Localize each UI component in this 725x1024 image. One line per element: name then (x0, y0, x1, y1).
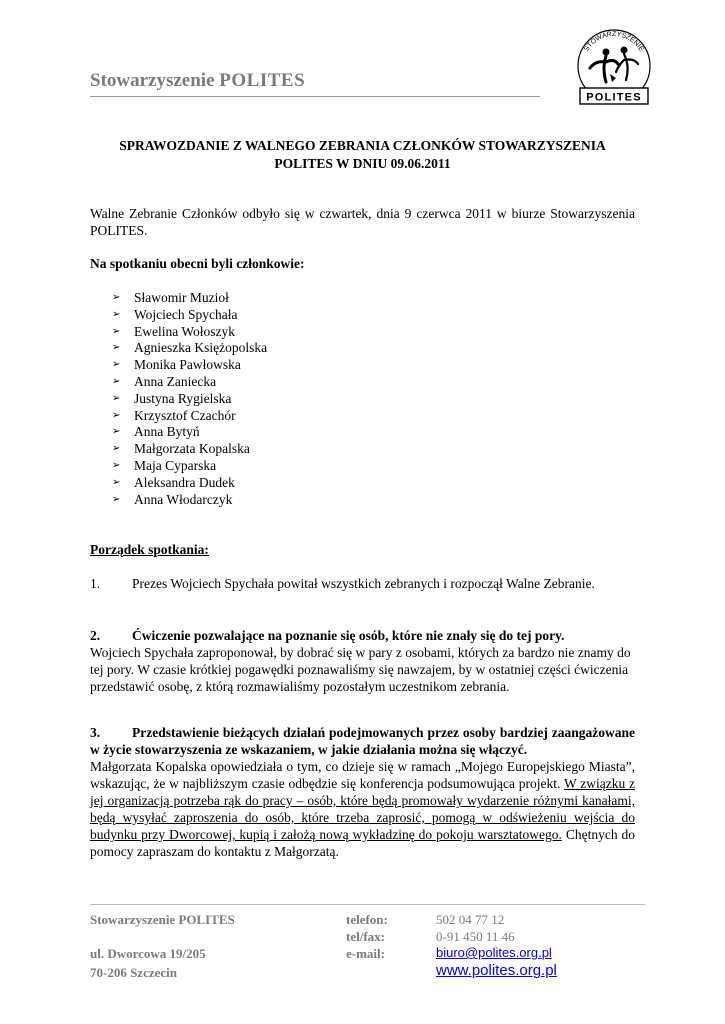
document-title (90, 137, 635, 173)
footer-email-link[interactable]: biuro@polites.org.pl (436, 945, 552, 960)
agenda-item-2 (90, 627, 635, 695)
document-title-line-2: POLITES W DNIU 09.06.2011 (274, 156, 451, 171)
header-organization-name (90, 70, 305, 92)
list-item: ➢ Anna Zaniecka (112, 373, 217, 389)
polites-logo (572, 22, 656, 108)
agenda-item-3 (90, 724, 635, 860)
header-org-prefix: Stowarzyszenie (90, 70, 215, 91)
agenda-item-number: 1. (90, 576, 101, 591)
footer-email-label: e-mail: (346, 946, 385, 961)
agenda-item-number: 3. (90, 725, 101, 740)
arrow-bullet-icon: ➢ (112, 292, 121, 303)
agenda-item-1 (90, 575, 635, 592)
arrow-bullet-icon: ➢ (112, 342, 121, 354)
arrow-bullet-icon: ➢ (112, 426, 121, 438)
header-divider (90, 96, 540, 97)
list-item: ➢ Sławomir Muzioł (112, 290, 229, 305)
logo-arc-text: STOWARZYSZENIE (583, 30, 645, 53)
arrow-bullet-icon: ➢ (112, 409, 121, 421)
list-item: ➢ Wojciech Spychała (112, 306, 238, 322)
arrow-bullet-icon: ➢ (112, 459, 121, 471)
list-item: ➢ Ewelina Wołoszyk (112, 323, 236, 339)
agenda-item-heading: Ćwiczenie pozwalające na poznanie się osób, które nie znały się do tej pory. (132, 628, 565, 643)
list-item: ➢ Justyna Rygielska (112, 390, 232, 406)
footer-website-link[interactable]: www.polites.org.pl (436, 962, 557, 979)
agenda-heading: Porządek spotkania: (90, 542, 209, 557)
header-org-name: POLITES (219, 70, 306, 91)
footer-org: Stowarzyszenie POLITES (90, 912, 235, 927)
footer-phone: 502 04 77 12 (436, 912, 505, 927)
arrow-bullet-icon: ➢ (112, 493, 121, 505)
agenda-item-text: Małgorzata Kopalska opowiedziała o tym, co dzieje się w ramach „Mojego Europejskiego Miasta”, wskazując, że w najbliższym czasie odbędzie się konferencja podsumowująca projekt. (90, 759, 635, 791)
footer-fax-label: tel/fax: (346, 929, 385, 944)
list-item: ➢ Agnieszka Księżopolska (112, 340, 268, 356)
list-item: ➢ Krzysztof Czachór (112, 407, 236, 423)
document-title-line-1: SPRAWOZDANIE Z WALNEGO ZEBRANIA CZŁONKÓW STOWARZYSZENIA (119, 138, 606, 153)
arrow-bullet-icon: ➢ (112, 392, 121, 404)
agenda-item-heading: Przedstawienie bieżących działań podejmowanych przez osoby bardziej zaangażowane w życie stowarzyszenia ze wskazaniem, w jakie działania można się włączyć. (90, 725, 635, 757)
arrow-bullet-icon: ➢ (112, 476, 121, 488)
list-item: ➢ Anna Bytyń (112, 424, 200, 440)
intro-paragraph: Walne Zebranie Członków odbyło się w czwartek, dnia 9 czerwca 2011 w biurze Stowarzyszenia POLITES. (90, 206, 635, 238)
agenda-item-text: Prezes Wojciech Spychała powitał wszystkich zebranych i rozpoczął Walne Zebranie. (132, 576, 595, 591)
agenda-item-text-end: Chętnych do pomocy zapraszam do kontaktu z Małgorzatą. (90, 827, 635, 859)
agenda-item-text: Wojciech Spychała zaproponował, by dobrać się w pary z osobami, których za bardzo nie znamy do tej pory. W czasie krótkiej pogawędki poznawaliśmy się nawzajem, by w ostatniej części ćwiczenia przedstawić osobę, z którą rozmawialiśmy pozostałym uczestnikom zebrania. (90, 645, 631, 694)
arrow-bullet-icon: ➢ (112, 375, 121, 387)
footer-divider (90, 904, 645, 905)
arrow-bullet-icon: ➢ (112, 308, 121, 320)
list-item: ➢ Monika Pawłowska (112, 357, 241, 373)
list-item: ➢ Anna Włodarczyk (112, 491, 233, 507)
footer-phone-label: telefon: (346, 912, 388, 927)
arrow-bullet-icon: ➢ (112, 359, 121, 371)
list-item: ➢ Maja Cyparska (112, 457, 217, 473)
svg-text:STOWARZYSZENIE (583, 31, 645, 53)
members-heading: Na spotkaniu obecni byli członkowie: (90, 256, 305, 271)
footer-street: ul. Dworcowa 19/205 (90, 946, 206, 961)
list-item: ➢ Aleksandra Dudek (112, 474, 235, 490)
arrow-bullet-icon: ➢ (112, 443, 121, 455)
members-list (112, 290, 412, 508)
arrow-bullet-icon: ➢ (112, 325, 121, 337)
footer-city: 70-206 Szczecin (90, 965, 178, 980)
agenda-item-text-underlined: W związku z jej organizacją potrzeba rąk do pracy – osób, które będą promowały wydarzenie różnymi kanałami, będą wysyłać zaproszenia do osób, które trzeba zaprosić, pomogą w odświeżeniu wejścia do budynku przy Dworcowej, kupią i założą nową wykładzinę do pokoju warsztatowego. (90, 776, 635, 842)
logo-box-text: POLITES (586, 91, 642, 104)
agenda-item-number: 2. (90, 628, 101, 643)
list-item: ➢ Małgorzata Kopalska (112, 441, 250, 457)
footer-fax: 0-91 450 11 46 (436, 929, 515, 944)
